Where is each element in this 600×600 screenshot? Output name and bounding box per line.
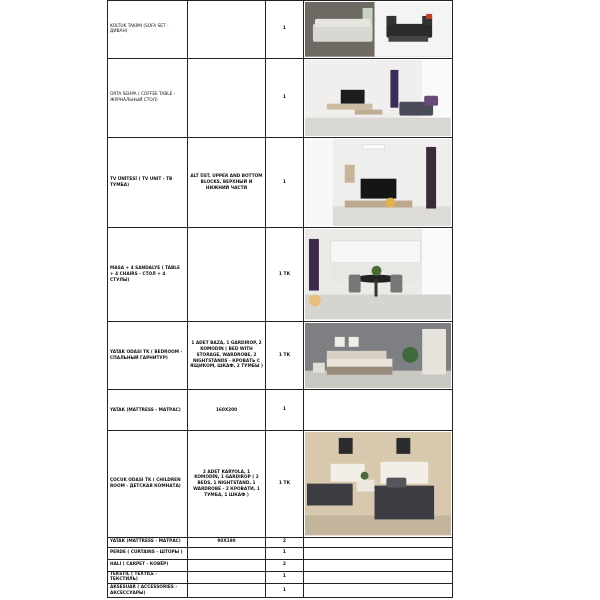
- table-row: [108, 321, 453, 390]
- item-description: 160X200: [188, 390, 266, 431]
- item-quantity: 1: [266, 1, 304, 59]
- table-row: [108, 228, 453, 321]
- item-description: [188, 1, 266, 59]
- item-quantity: 1: [266, 58, 304, 137]
- item-name: KOLTUK TAKIMI (SOFA SET - ДИВАН): [108, 1, 188, 59]
- item-image-cell: [304, 537, 453, 547]
- item-description: [188, 584, 266, 598]
- table-row: [108, 431, 453, 537]
- item-quantity: 1: [266, 571, 304, 584]
- table-row: [108, 571, 453, 584]
- item-quantity: 1 TK: [266, 228, 304, 321]
- item-image-cell: [304, 390, 453, 431]
- item-name: HALI ( CARPET - КОВЁР): [108, 559, 188, 571]
- item-image-cell: [304, 547, 453, 559]
- item-image-cell: [304, 584, 453, 598]
- item-name: ORTA SEHPA ( COFFEE TABLE - ЖУРНАЛЬНЫЙ СТОЛ): [108, 58, 188, 137]
- item-image-cell: [304, 571, 453, 584]
- item-image-cell: [304, 1, 453, 59]
- item-name: ÇOCUK ODASI TK ( CHILDREN ROOM - ДЕТСКАЯ КОМНАТА): [108, 431, 188, 537]
- table-row: [108, 559, 453, 571]
- item-image-cell: [304, 431, 453, 537]
- table-row: [108, 58, 453, 137]
- living-room-photo: [305, 60, 451, 136]
- bedroom-photo: [305, 323, 451, 389]
- item-quantity: 1: [266, 547, 304, 559]
- item-name: MASA + 4 SANDALYE ( TABLE + 4 CHAIRS - СТОЛ + 4 СТУЛЫ): [108, 228, 188, 321]
- item-image-cell: [304, 559, 453, 571]
- table-row: [108, 138, 453, 228]
- item-image-cell: [304, 321, 453, 390]
- kids-room-photo: [305, 432, 451, 535]
- sofa-photo: [305, 2, 451, 57]
- item-name: TV ÜNİTESİ ( TV UNIT - ТВ ТУМБА): [108, 138, 188, 228]
- item-image-cell: [304, 228, 453, 321]
- item-name: YATAK (MATTRESS - МАТРАС): [108, 537, 188, 547]
- item-description: [188, 547, 266, 559]
- item-image-cell: [304, 138, 453, 228]
- item-quantity: 2: [266, 559, 304, 571]
- table-row: [108, 547, 453, 559]
- item-description: ALT ÜST, UPPER AND BOTTOM BLOCKS, ВЕРХНЫЙ И НИЖНИЙ ЧАСТИ: [188, 138, 266, 228]
- item-quantity: 2: [266, 537, 304, 547]
- item-image-cell: [304, 58, 453, 137]
- table-row: [108, 1, 453, 59]
- item-quantity: 1: [266, 584, 304, 598]
- table-row: [108, 537, 453, 547]
- item-quantity: 1: [266, 390, 304, 431]
- item-quantity: 1: [266, 138, 304, 228]
- item-description: 90X190: [188, 537, 266, 547]
- furniture-list-sheet: [107, 0, 452, 600]
- item-quantity: 1 TK: [266, 431, 304, 537]
- table-row: [108, 584, 453, 598]
- item-description: 1 ADET BAZA, 1 GARDIROP, 2 KOMODİN ( BED WITH STORAGE, WARDROBE, 2 NIGHTSTANDS - КРОВАТЬ С ЯЩИКОМ, ШКАФ, 2 ТУМБЫ ): [188, 321, 266, 390]
- item-description: [188, 571, 266, 584]
- item-name: AKSESUAR ( ACCESSORIES - АКСЕССУАРЫ): [108, 584, 188, 598]
- item-name: YATAK (MATTRESS - МАТРАС): [108, 390, 188, 431]
- item-description: [188, 228, 266, 321]
- tv-unit-photo: [305, 139, 451, 226]
- item-name: YATAK ODASI TK ( BEDROOM - СПАЛЬНЫЙ ГАРНИТУР): [108, 321, 188, 390]
- item-name: PERDE ( CURTAINS - ШТОРЫ ): [108, 547, 188, 559]
- item-quantity: 1 TK: [266, 321, 304, 390]
- dining-photo: [305, 229, 451, 319]
- furniture-table: [107, 0, 453, 598]
- item-description: [188, 559, 266, 571]
- item-description: [188, 58, 266, 137]
- item-description: 2 ADET KARYOLA, 1 KOMODİN, 1 GARDIROP ( 2 BEDS, 1 NIGHTSTAND, 1 WARDROBE - 2 КРОВАТИ, 1 ТУМБА, 1 ШКАФ ): [188, 431, 266, 537]
- item-name: TEKSTİL ( TEXTILE - ТЕКСТИЛЬ): [108, 571, 188, 584]
- table-row: [108, 390, 453, 431]
